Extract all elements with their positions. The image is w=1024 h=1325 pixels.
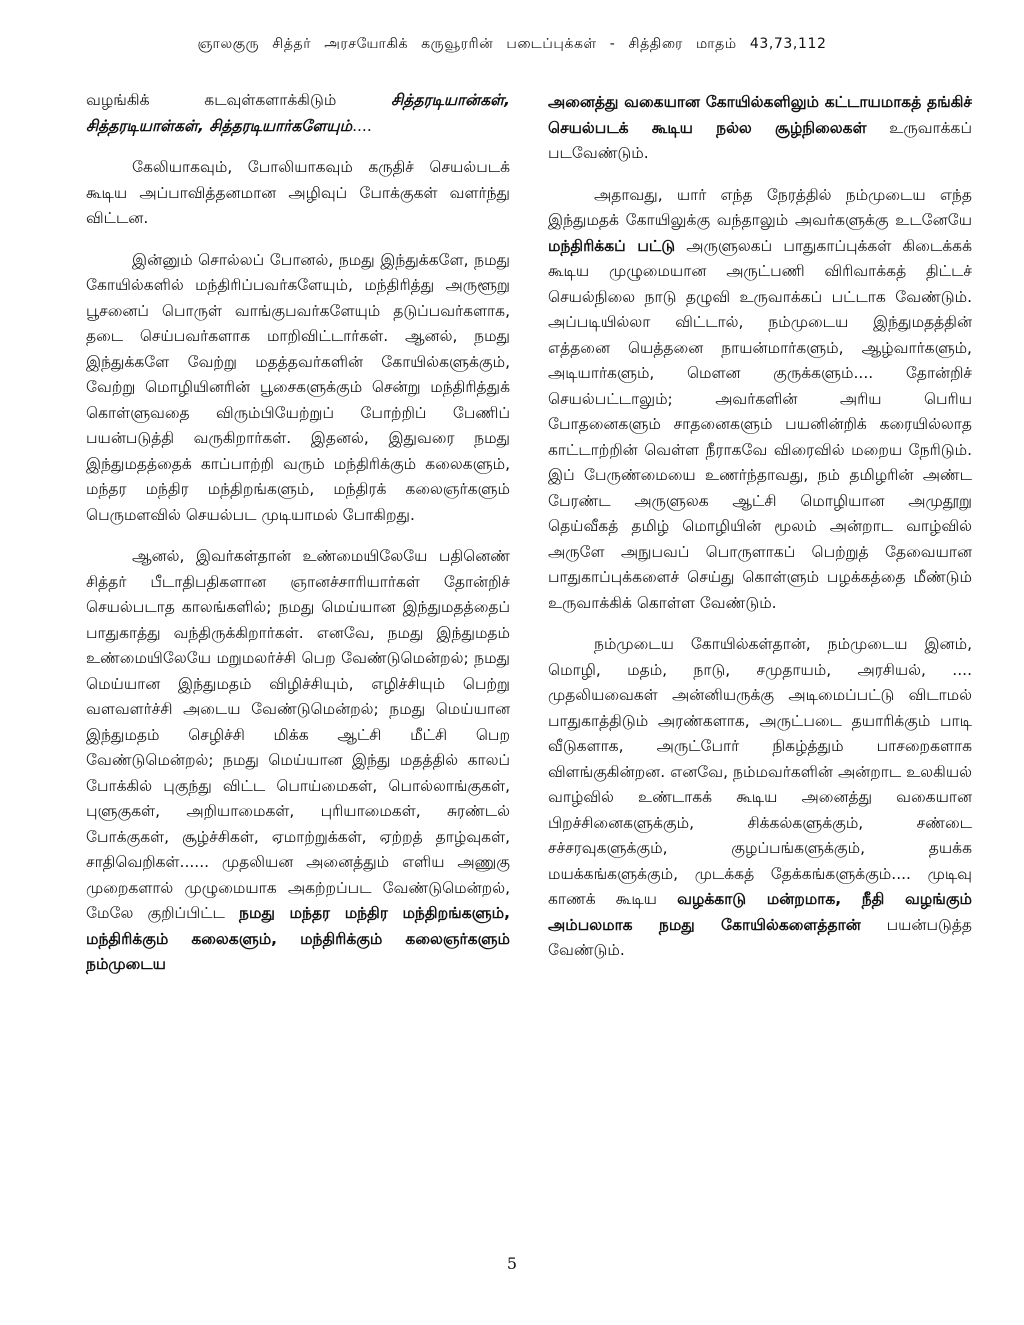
text-run: அருளுலகப் பாதுகாப்புக்கள் கிடைக்கக் கூடிய முழுமையான அருட்பணி விரிவாக்கத் திட்டச் செயல்நிலை நாடு தழுவி உருவாக்கப் பட்டாக வேண்டும். அப்படியில்லா விட்டால், நம்முடைய இந்துமதத்தின் எத்தனை யெத்தனை நாயன்மார்களும், ஆழ்வார்களும், அடியார்களும், மௌன குருக்களும்.... தோன்றிச் செயல்பட்டாலும்; அவர்களின் அரிய பெரிய போதனைகளும் சாதனைகளும் பயனின்றிக் கரையில்லாத காட்டாற்றின் வெள்ள நீராகவே விரைவில் மறைய நேரிடும். இப் பேருண்மையை உணர்ந்தாவது, நம் தமிழரின் அண்ட பேரண்ட அருளுலக ஆட்சி மொழியான அமுதூறு தெய்வீகத் தமிழ் மொழியின் மூலம் அன்றாட வாழ்வில் அருளே அநுபவப் பொருளாகப் பெற்றுத் தேவையான பாதுகாப்புக்களைச் செய்து கொள்ளும் பழக்கத்தை மீண்டும் உருவாக்கிக் கொள்ள வேண்டும். bbox=[548, 236, 972, 612]
paragraph bbox=[86, 544, 510, 978]
left-column bbox=[86, 88, 510, 994]
text-run: வழங்கிக் கடவுள்களாக்கிடும் bbox=[86, 91, 392, 109]
page-number: 5 bbox=[506, 1254, 518, 1273]
text-run: நம்முடைய கோயில்கள்தான், நம்முடைய இனம், மொழி, மதம், நாடு, சமுதாயம், அரசியல், .... முதலியவைகள் அன்னியருக்கு அடிமைப்பட்டு விடாமல் பாதுகாத்திடும் அரண்களாக, அருட்படை தயாரிக்கும் பாடி வீடுகளாக, அருட்போர் நிகழ்த்தும் பாசறைகளாக விளங்குகின்றன. எனவே, நம்மவர்களின் அன்றாட உலகியல் வாழ்வில் உண்டாகக் கூடிய அனைத்து வகையான பிறச்சினைகளுக்கும், சிக்கல்களுக்கும், சண்டை சச்சரவுகளுக்கும், குழப்பங்களுக்கும், தயக்க மயக்கங்களுக்கும், முடக்கத் தேக்கங்களுக்கும்.... முடிவு காணக் கூடிய bbox=[548, 635, 972, 908]
text-run: ஆனல், இவர்கள்தான் உண்மையிலேயே பதினெண் சித்தர் பீடாதிபதிகளான ஞானச்சாரியார்கள் தோன்றிச் செயல்படாத காலங்களில்; நமது மெய்யான இந்துமதத்தைப் பாதுகாத்து வந்திருக்கிறார்கள். எனவே, நமது இந்துமதம் உண்மையிலேயே மறுமலர்ச்சி பெற வேண்டுமென்றல்; நமது மெய்யான இந்துமதம் விழிச்சியும், எழிச்சியும் பெற்று வளவளர்ச்சி அடைய வேண்டுமென்றல்; நமது மெய்யான இந்துமதம் செழிச்சி மிக்க ஆட்சி மீட்சி பெற வேண்டுமென்றல்; நமது மெய்யான இந்து மதத்தில் காலப் போக்கில் புகுந்து விட்ட பொய்மைகள், பொல்லாங்குகள், புளுகுகள், அறியாமைகள், புரியாமைகள், சுரண்டல் போக்குகள், சூழ்ச்சிகள், ஏமாற்றுக்கள், ஏற்றத் தாழ்வுகள், சாதிவெறிகள்...... முதலியன அனைத்தும் எளிய அணுகு முறைகளால் முழுமையாக அகற்றப்பட வேண்டுமென்றல், மேலே குறிப்பிட்ட bbox=[86, 547, 510, 922]
paragraph bbox=[548, 90, 972, 167]
right-column bbox=[548, 90, 972, 980]
bold-text: அனைத்து வகையான கோயில்களிலும் கட்டாயமாகத் தங்கிச் செயல்படக் கூடிய நல்ல சூழ்நிலைகள் bbox=[548, 93, 972, 137]
emphasis-text: சித்தரடியான்கள், சித்தரடியாள்கள், சித்தரடியார்களேயும் bbox=[86, 91, 510, 135]
text-run: உருவாக்கப் படவேண்டும். bbox=[548, 118, 972, 162]
bold-text: நமது மந்தர மந்திர மந்திறங்களும், மந்திரிக்கும் கலைகளும், மந்திரிக்கும் கலைஞர்களும் நம்முடைய bbox=[86, 904, 510, 973]
text-run: பயன்படுத்த வேண்டும். bbox=[548, 915, 973, 959]
text-run: .... bbox=[352, 116, 372, 135]
paragraph bbox=[86, 88, 510, 139]
paragraph: கேலியாகவும், போலியாகவும் கருதிச் செயல்படக் கூடிய அப்பாவித்தனமான அழிவுப் போக்குகள் வளர்ந்து விட்டன. bbox=[86, 158, 510, 227]
paragraph bbox=[548, 632, 972, 964]
bold-text: மந்திரிக்கப் பட்டு bbox=[548, 236, 676, 255]
paragraph: இன்னும் சொல்லப் போனல், நமது இந்துக்களே, நமது கோயில்களில் மந்திரிப்பவர்களேயும், மந்திரித்து அருளூறு பூசனைப் பொருள் வாங்குபவர்களேயும் தடுப்பவர்களாக, தடை செய்பவர்களாக மாறிவிட்டார்கள். ஆனல், நமது இந்துக்களே வேற்று மதத்தவர்களின் கோயில்களுக்கும், வேற்று மொழியினரின் பூசைகளுக்கும் சென்று மந்திரித்துக் கொள்ளுவதை விரும்பியேற்றுப் போற்றிப் பேணிப் பயன்படுத்தி வருகிறார்கள். இதனல், இதுவரை நமது இந்துமதத்தைக் காப்பாற்றி வரும் மந்திரிக்கும் கலைகளும், மந்தர மந்திர மந்திறங்களும், மந்திரக் கலைஞர்களும் பெருமளவில் செயல்பட முடியாமல் போகிறது. bbox=[86, 250, 510, 524]
text-run: அதாவது, யார் எந்த நேரத்தில் நம்முடைய எந்த இந்துமதக் கோயிலுக்கு வந்தாலும் அவர்களுக்கு உடனேயே bbox=[548, 185, 972, 229]
bold-text: வழக்காடு மன்றமாக, நீதி வழங்கும் அம்பலமாக நமது கோயில்களைத்தான் bbox=[548, 890, 972, 934]
running-header: ஞாலகுரு சித்தர் அரசயோகிக் கருவூரரின் படைப்புக்கள் - சித்திரை மாதம் 43,73,112 bbox=[197, 36, 827, 52]
paragraph bbox=[548, 183, 972, 617]
